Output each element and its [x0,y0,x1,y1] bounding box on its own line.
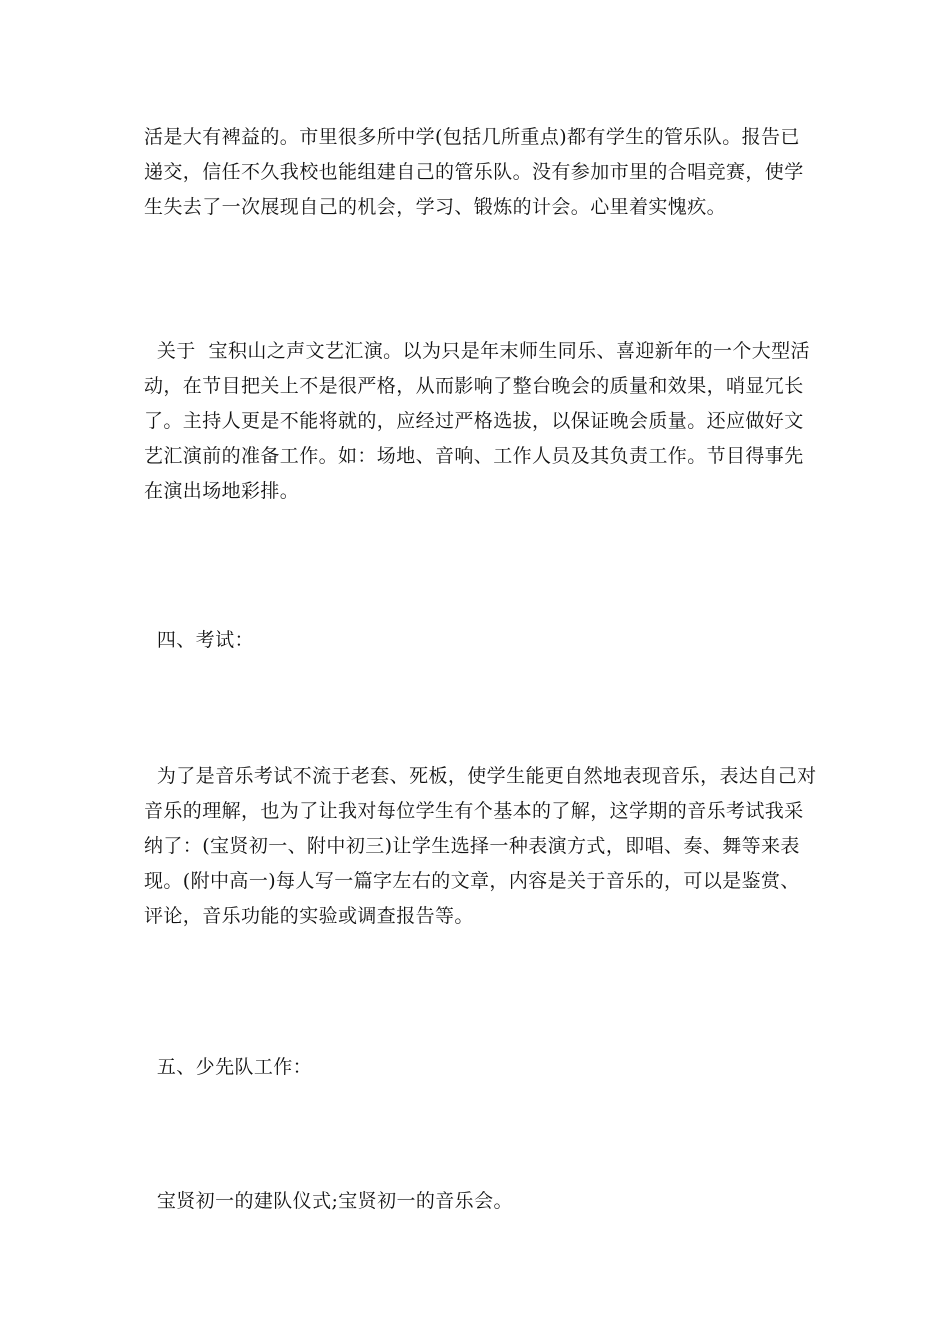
text-line: 关于 宝积山之声文艺汇演。以为只是年末师生同乐、喜迎新年的一个大型活 [144,340,810,362]
paragraph-art-performance [144,334,810,509]
heading-text: 五、少先队工作： [144,1056,313,1078]
text-line: 宝贤初一的建队仪式;宝贤初一的音乐会。 [144,1190,513,1212]
section-heading-young-pioneers [144,1050,806,1085]
text-line: 动，在节目把关上不是很严格，从而影响了整台晚会的质量和效果，哨显冗长 [144,375,804,397]
text-line: 递交，信任不久我校也能组建自己的管乐队。没有参加市里的合唱竞赛，使学 [144,161,804,183]
text-line: 纳了：(宝贤初一、附中初三)让学生选择一种表演方式，即唱、奏、舞等来表 [144,835,800,857]
text-line: 艺汇演前的准备工作。如：场地、音响、工作人员及其负责工作。节目得事先 [144,445,804,467]
text-line: 了。主持人更是不能将就的，应经过严格选拔，以保证晚会质量。还应做好文 [144,410,804,432]
paragraph-exam-details [144,759,817,934]
paragraph-band-activities [144,120,806,225]
paragraph-young-pioneers-details [144,1184,806,1219]
text-line: 在演出场地彩排。 [144,480,300,502]
heading-text: 四、考试： [144,629,254,651]
text-line: 现。(附中高一)每人写一篇字左右的文章，内容是关于音乐的，可以是鉴赏、 [144,870,800,892]
text-line: 评论，音乐功能的实验或调查报告等。 [144,905,474,927]
text-line: 为了是音乐考试不流于老套、死板，使学生能更自然地表现音乐，表达自己对 [144,765,817,787]
text-line: 音乐的理解，也为了让我对每位学生有个基本的了解，这学期的音乐考试我采 [144,800,804,822]
text-line: 活是大有裨益的。市里很多所中学(包括几所重点)都有学生的管乐队。报告已 [144,126,800,148]
section-heading-exam [144,623,806,658]
text-line: 生失去了一次展现自己的机会，学习、锻炼的计会。心里着实愧疚。 [144,196,727,218]
